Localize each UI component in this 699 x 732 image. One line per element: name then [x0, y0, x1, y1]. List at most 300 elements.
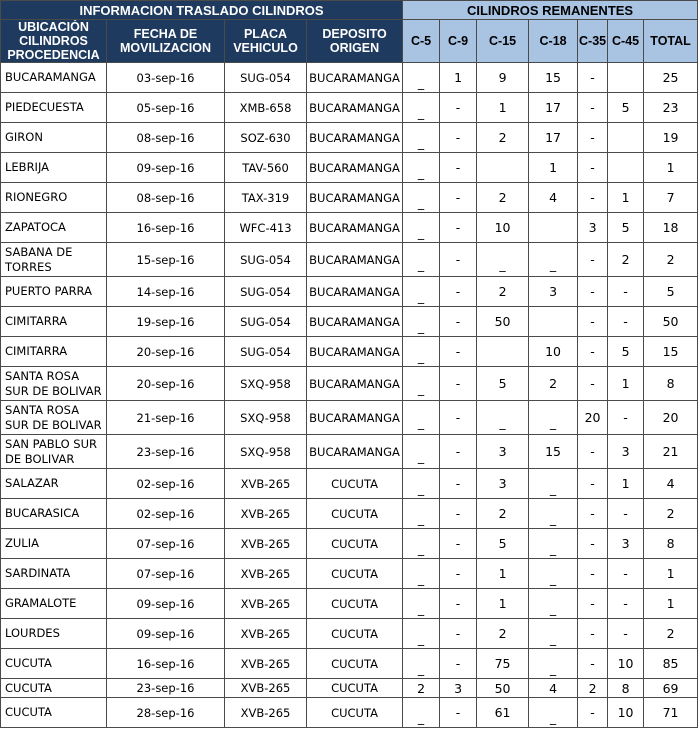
cell-c45	[608, 469, 644, 499]
cell-total	[644, 63, 698, 93]
cell-c5-value: _	[417, 541, 425, 556]
cell-c9-value: -	[455, 656, 461, 671]
cell-depot-value: CUCUTA	[331, 536, 378, 551]
cell-total-value: 15	[662, 344, 679, 359]
cell-c45-value: 5	[621, 100, 630, 115]
cell-total	[644, 435, 698, 469]
cell-c45	[608, 559, 644, 589]
cell-date	[107, 213, 225, 243]
cell-c5	[403, 529, 440, 559]
cell-c45-value: -	[623, 314, 628, 329]
cell-c35	[578, 277, 608, 307]
cell-date	[107, 243, 225, 277]
cell-plate	[225, 469, 307, 499]
cell-plate	[225, 589, 307, 619]
cell-origin	[1, 559, 107, 589]
cell-total-value: 1	[666, 566, 675, 581]
cell-c5	[403, 649, 440, 679]
cell-date	[107, 649, 225, 679]
cell-c45	[608, 589, 644, 619]
cell-total-value: 71	[662, 705, 679, 720]
cell-c15-value: 75	[494, 656, 511, 671]
cell-c35	[578, 589, 608, 619]
cell-c5-value: _	[417, 415, 425, 430]
transfer-info-header: INFORMACION TRASLADO CILINDROS	[1, 1, 403, 20]
table-row	[1, 619, 698, 649]
cell-origin	[1, 307, 107, 337]
cell-depot-value: BUCARAMANGA	[309, 220, 400, 235]
cell-c35-value: -	[590, 444, 595, 459]
cell-c15	[477, 63, 529, 93]
cell-date-value: 02-sep-16	[136, 476, 195, 491]
cell-c9-value: -	[455, 536, 461, 551]
cell-c9-value: -	[455, 130, 461, 145]
cell-total-value: 8	[666, 536, 675, 551]
cell-depot	[307, 698, 403, 728]
cell-date	[107, 277, 225, 307]
cell-date	[107, 435, 225, 469]
cell-c5-value: _	[417, 381, 425, 396]
cell-c35	[578, 559, 608, 589]
cell-c5	[403, 93, 440, 123]
cell-date-value: 20-sep-16	[136, 344, 195, 359]
cell-c45-value: 1	[621, 190, 630, 205]
table-row	[1, 435, 698, 469]
cell-c35-value: 20	[584, 410, 601, 425]
table-row	[1, 63, 698, 93]
cell-c35-value: 2	[588, 680, 597, 696]
cell-origin	[1, 63, 107, 93]
cell-date	[107, 337, 225, 367]
cell-c5	[403, 499, 440, 529]
cell-c15	[477, 499, 529, 529]
cell-c35	[578, 435, 608, 469]
cell-c9	[440, 649, 477, 679]
cell-c35-value: -	[590, 160, 595, 175]
cell-origin-value: SANTA ROSA SUR DE BOLIVAR	[5, 368, 102, 398]
cell-c18	[529, 589, 578, 619]
cell-c5	[403, 469, 440, 499]
cell-c5	[403, 123, 440, 153]
cell-c15-value: 1	[498, 566, 507, 581]
cell-c5	[403, 698, 440, 728]
cell-c9-value: -	[455, 506, 461, 521]
cell-origin-value: GRAMALOTE	[5, 596, 77, 610]
cell-c45	[608, 123, 644, 153]
cell-plate	[225, 435, 307, 469]
table-row	[1, 123, 698, 153]
cell-c5-value: _	[417, 319, 425, 334]
cell-c15	[477, 337, 529, 367]
cell-total-value: 18	[662, 220, 679, 235]
cell-total-value: 85	[662, 656, 679, 671]
cell-c5-value: _	[417, 631, 425, 646]
cell-c9	[440, 307, 477, 337]
cell-c9	[440, 401, 477, 435]
cell-total-value: 2	[666, 506, 675, 521]
cell-depot-value: CUCUTA	[331, 506, 378, 521]
cell-origin	[1, 243, 107, 277]
cell-total	[644, 213, 698, 243]
cell-c45-value: 1	[621, 376, 630, 391]
cell-c9-value: -	[455, 566, 461, 581]
cell-total	[644, 153, 698, 183]
cell-origin	[1, 277, 107, 307]
cell-c5-value: _	[417, 449, 425, 464]
cell-total-value: 21	[662, 444, 679, 459]
cell-c15	[477, 401, 529, 435]
cell-date	[107, 183, 225, 213]
cell-total	[644, 679, 698, 698]
cell-c45	[608, 367, 644, 401]
cell-origin-value: CIMITARRA	[5, 314, 68, 328]
cell-origin	[1, 589, 107, 619]
cell-c5-value: _	[417, 195, 425, 210]
cell-origin-value: GIRON	[5, 130, 43, 144]
cell-origin-value: PIEDECUESTA	[5, 100, 84, 114]
cell-origin-value: SAN PABLO SUR DE BOLIVAR	[5, 436, 98, 466]
cell-plate	[225, 93, 307, 123]
cell-origin	[1, 153, 107, 183]
cell-c15-value: 9	[498, 70, 507, 85]
cell-date-value: 08-sep-16	[136, 130, 195, 145]
cell-c18	[529, 123, 578, 153]
cell-origin	[1, 529, 107, 559]
cell-c5-value: _	[417, 601, 425, 616]
cell-depot	[307, 619, 403, 649]
cell-depot-value: BUCARAMANGA	[309, 100, 400, 115]
cell-c35	[578, 469, 608, 499]
cell-c18	[529, 63, 578, 93]
cell-depot-value: BUCARAMANGA	[309, 70, 400, 85]
cell-origin-value: SANTA ROSA SUR DE BOLIVAR	[5, 402, 102, 432]
cell-date-value: 28-sep-16	[136, 705, 195, 720]
cell-c5-value: _	[417, 571, 425, 586]
cell-origin	[1, 367, 107, 401]
cell-plate-value: SUG-054	[240, 344, 291, 359]
cell-origin-value: CUCUTA	[5, 680, 52, 695]
cell-c18-value: 15	[545, 70, 561, 85]
cell-c5	[403, 243, 440, 277]
cell-origin	[1, 469, 107, 499]
cell-c45-value: 10	[617, 705, 634, 720]
cell-c15-value: 5	[498, 376, 507, 391]
cell-plate-value: SUG-054	[240, 252, 291, 267]
cell-c18	[529, 277, 578, 307]
cell-origin-value: BUCARAMANGA	[5, 70, 96, 84]
cell-total	[644, 367, 698, 401]
cell-origin	[1, 213, 107, 243]
cell-c45	[608, 243, 644, 277]
cell-depot	[307, 93, 403, 123]
cell-c45	[608, 698, 644, 728]
cell-c9-value: 1	[454, 70, 463, 85]
cell-c5	[403, 63, 440, 93]
cell-date	[107, 153, 225, 183]
cell-c9-value: -	[455, 344, 461, 359]
cell-c45-value: 3	[621, 536, 630, 551]
cell-depot	[307, 243, 403, 277]
cell-plate	[225, 698, 307, 728]
cell-date	[107, 698, 225, 728]
cell-c18	[529, 435, 578, 469]
cell-date-value: 08-sep-16	[136, 190, 195, 205]
cell-plate-value: SXQ-958	[240, 410, 291, 425]
cell-plate	[225, 367, 307, 401]
cell-total	[644, 93, 698, 123]
cell-c18	[529, 153, 578, 183]
cell-c5	[403, 213, 440, 243]
cell-origin	[1, 698, 107, 728]
cell-c15-value: 3	[498, 444, 507, 459]
table-row	[1, 649, 698, 679]
cell-origin-value: LOURDES	[5, 626, 60, 640]
cell-c9	[440, 243, 477, 277]
cell-depot	[307, 469, 403, 499]
cell-plate	[225, 153, 307, 183]
cell-c18-value: _	[549, 710, 557, 725]
cell-c15	[477, 213, 529, 243]
cell-origin-value: ZAPATOCA	[5, 220, 66, 234]
cell-c5-value: _	[417, 481, 425, 496]
cell-origin-value: CIMITARRA	[5, 344, 68, 358]
cell-c35-value: -	[590, 314, 595, 329]
col-total-header: TOTAL	[644, 20, 698, 63]
table-row	[1, 183, 698, 213]
cell-c18-value: _	[549, 415, 557, 430]
cell-total-value: 5	[666, 284, 675, 299]
cell-plate	[225, 123, 307, 153]
cell-plate-value: XVB-265	[240, 476, 291, 491]
cell-c18-value: 4	[549, 680, 558, 696]
cell-c15-value: 5	[498, 536, 507, 551]
cell-date-value: 16-sep-16	[136, 656, 195, 671]
cell-c18-value: _	[549, 661, 557, 676]
cell-c9	[440, 559, 477, 589]
cell-depot	[307, 183, 403, 213]
cell-c15	[477, 277, 529, 307]
cell-c18-value: 3	[549, 284, 558, 299]
cell-plate	[225, 649, 307, 679]
cell-c9	[440, 435, 477, 469]
cell-c45-value: 1	[621, 476, 630, 491]
cell-c15-value: 2	[498, 130, 507, 145]
cell-origin	[1, 337, 107, 367]
cell-depot-value: CUCUTA	[331, 656, 378, 671]
table-row	[1, 401, 698, 435]
cell-c18	[529, 529, 578, 559]
cell-total	[644, 183, 698, 213]
cell-plate-value: WFC-413	[239, 220, 292, 235]
cell-c9	[440, 529, 477, 559]
cell-depot-value: CUCUTA	[331, 626, 378, 641]
cell-c45	[608, 183, 644, 213]
cell-c15-value: 1	[498, 596, 507, 611]
cell-origin-value: PUERTO PARRA	[5, 284, 92, 298]
cell-c18	[529, 367, 578, 401]
cell-c35-value: -	[590, 536, 595, 551]
cell-date	[107, 679, 225, 698]
cell-c15-value: 61	[494, 705, 511, 720]
cell-date-value: 16-sep-16	[136, 220, 195, 235]
table-row	[1, 153, 698, 183]
table-row	[1, 213, 698, 243]
table-row	[1, 307, 698, 337]
col-plate-header: PLACA VEHICULO	[225, 20, 307, 63]
cell-total	[644, 529, 698, 559]
cell-total-value: 19	[662, 130, 679, 145]
cell-c9	[440, 337, 477, 367]
cell-origin	[1, 93, 107, 123]
cell-total	[644, 307, 698, 337]
cell-c18-value: 4	[549, 190, 558, 205]
cell-c9-value: -	[455, 410, 461, 425]
cell-plate-value: SOZ-630	[240, 130, 291, 145]
cell-c18	[529, 649, 578, 679]
cell-c5	[403, 277, 440, 307]
cell-c15	[477, 367, 529, 401]
cell-c15	[477, 469, 529, 499]
cell-date-value: 09-sep-16	[136, 626, 195, 641]
cell-c15	[477, 559, 529, 589]
cell-plate-value: XVB-265	[240, 626, 291, 641]
cell-date-value: 20-sep-16	[136, 376, 195, 391]
cell-total	[644, 469, 698, 499]
cell-c15	[477, 307, 529, 337]
cell-c9-value: -	[455, 705, 461, 720]
col-c45-header: C-45	[608, 20, 644, 63]
cell-depot	[307, 367, 403, 401]
cell-total-value: 7	[666, 190, 675, 205]
cell-depot	[307, 63, 403, 93]
cell-total	[644, 401, 698, 435]
cell-depot-value: BUCARAMANGA	[309, 344, 400, 359]
cell-c35-value: -	[590, 190, 595, 205]
cell-c45-value: 5	[621, 220, 630, 235]
cell-origin	[1, 619, 107, 649]
cell-c15	[477, 243, 529, 277]
cell-total-value: 2	[666, 252, 675, 267]
cell-c45-value: -	[623, 506, 628, 521]
cell-c45	[608, 213, 644, 243]
cell-c5	[403, 401, 440, 435]
cell-depot-value: CUCUTA	[331, 596, 378, 611]
cell-c15-value: _	[499, 257, 506, 272]
cell-c5-value: _	[417, 661, 425, 676]
cell-c15-value: 2	[498, 626, 507, 641]
cell-c9-value: -	[455, 376, 461, 391]
cell-c35	[578, 183, 608, 213]
cell-date	[107, 529, 225, 559]
cell-c9	[440, 123, 477, 153]
cell-depot-value: BUCARAMANGA	[309, 160, 400, 175]
cell-c9	[440, 469, 477, 499]
cell-depot	[307, 123, 403, 153]
cell-origin-value: SALAZAR	[5, 476, 59, 490]
cell-plate	[225, 499, 307, 529]
cell-c15	[477, 679, 529, 698]
cell-c18-value: _	[549, 481, 557, 496]
cell-c18-value: 17	[545, 130, 561, 145]
cell-plate-value: SXQ-958	[240, 376, 291, 391]
cell-c15-value: 3	[498, 476, 507, 491]
cell-c15-value: _	[499, 415, 506, 430]
cell-c5	[403, 183, 440, 213]
cell-c35	[578, 307, 608, 337]
cell-plate-value: SUG-054	[240, 70, 291, 85]
cell-plate-value: SUG-054	[240, 284, 291, 299]
cell-c9-value: -	[455, 284, 461, 299]
col-c15-header: C-15	[477, 20, 529, 63]
cell-origin	[1, 435, 107, 469]
cell-c45-value: 8	[621, 680, 630, 696]
cell-total-value: 25	[662, 70, 679, 85]
cell-c35	[578, 529, 608, 559]
cell-c45-value: 2	[621, 252, 630, 267]
cell-depot	[307, 277, 403, 307]
col-c9-header: C-9	[440, 20, 477, 63]
cell-c15	[477, 153, 529, 183]
cell-date	[107, 401, 225, 435]
cell-c35-value: -	[590, 252, 595, 267]
cell-origin	[1, 123, 107, 153]
cell-c18-value: _	[549, 257, 557, 272]
cell-depot-value: CUCUTA	[331, 476, 378, 491]
cell-c45-value: 5	[621, 344, 630, 359]
cell-c45	[608, 499, 644, 529]
cell-origin	[1, 499, 107, 529]
cell-origin	[1, 401, 107, 435]
cell-total	[644, 589, 698, 619]
cell-total	[644, 277, 698, 307]
cell-date-value: 23-sep-16	[136, 444, 195, 459]
col-c18-header: C-18	[529, 20, 578, 63]
table-row	[1, 698, 698, 728]
cell-origin-value: BUCARASICA	[5, 506, 80, 520]
cell-depot-value: BUCARAMANGA	[309, 410, 400, 425]
cell-c9-value: -	[455, 596, 461, 611]
table-row	[1, 559, 698, 589]
cell-depot	[307, 337, 403, 367]
cell-c9	[440, 698, 477, 728]
cell-date-value: 15-sep-16	[136, 252, 195, 267]
cell-c45	[608, 337, 644, 367]
cell-c9	[440, 589, 477, 619]
cell-plate	[225, 63, 307, 93]
cell-c9-value: -	[455, 444, 461, 459]
remaining-cylinders-header: CILINDROS REMANENTES	[403, 1, 698, 20]
cell-c18-value: 10	[545, 344, 561, 359]
cell-depot-value: BUCARAMANGA	[309, 444, 400, 459]
cell-origin-value: ZULIA	[5, 536, 39, 550]
cell-plate-value: SXQ-958	[240, 444, 291, 459]
cell-c9	[440, 619, 477, 649]
cell-c5	[403, 435, 440, 469]
cell-depot	[307, 649, 403, 679]
cell-total-value: 1	[666, 160, 675, 175]
cell-c9-value: -	[455, 190, 461, 205]
cell-plate-value: TAX-319	[241, 190, 290, 205]
cell-c45	[608, 307, 644, 337]
cell-plate	[225, 559, 307, 589]
cell-c45-value: -	[623, 596, 628, 611]
col-c35-header: C-35	[578, 20, 608, 63]
cell-plate	[225, 307, 307, 337]
cell-total-value: 2	[666, 626, 675, 641]
cell-total	[644, 123, 698, 153]
cell-total	[644, 619, 698, 649]
cell-c35-value: -	[590, 70, 595, 85]
